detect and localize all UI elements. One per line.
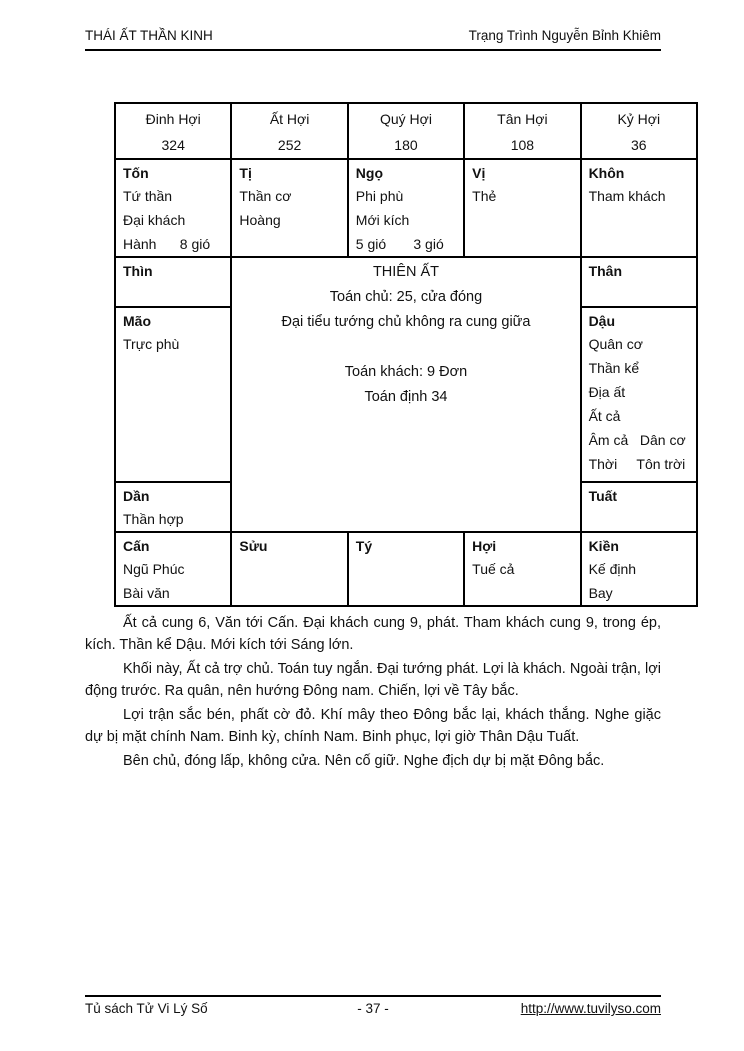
palace-line: Âm cả Dân cơ bbox=[588, 432, 686, 448]
palace-label: Mão bbox=[123, 313, 151, 329]
palace-row-top bbox=[115, 159, 697, 257]
palace-line: Ất cả bbox=[588, 408, 621, 424]
year-value: 108 bbox=[510, 137, 535, 153]
author-name: Trạng Trình Nguyễn Bỉnh Khiêm bbox=[468, 28, 661, 43]
center-title: THIÊN ẤT bbox=[372, 264, 439, 280]
paragraph-3: Lợi trận sắc bén, phất cờ đỏ. Khí mây theo Đông bắc lại, khách thắng. Nghe giặc dự bị mặt chính Nam. Binh kỳ, chính Nam. Binh phục, lợi giờ Thân Dậu Tuất. bbox=[85, 707, 661, 745]
page-header bbox=[85, 0, 661, 51]
palace-line: 5 gió 3 gió bbox=[355, 236, 444, 252]
palace-label: Thân bbox=[588, 263, 623, 279]
cell-ti bbox=[231, 159, 347, 257]
cell-suu bbox=[231, 532, 347, 606]
year-cell-at-hoi bbox=[231, 103, 347, 159]
palace-label: Hợi bbox=[472, 538, 497, 554]
palace-line: Tuế cả bbox=[472, 561, 515, 577]
cell-thin bbox=[115, 257, 231, 307]
cell-dau bbox=[581, 307, 697, 482]
year-name: Kỷ Hợi bbox=[617, 111, 661, 127]
year-value: 180 bbox=[394, 137, 418, 153]
palace-label: Sửu bbox=[239, 538, 268, 554]
toan-dinh-line: Toán định 34 bbox=[364, 389, 448, 405]
center-note-line: Đại tiểu tướng chủ không ra cung giữa bbox=[281, 314, 531, 330]
palace-row-thin-than bbox=[115, 257, 697, 307]
year-value: 36 bbox=[630, 137, 647, 153]
cell-tuat bbox=[581, 482, 697, 532]
palace-line: Tham khách bbox=[588, 188, 666, 204]
page-footer bbox=[85, 995, 661, 1017]
palace-line: Hoàng bbox=[239, 212, 281, 228]
year-cell-tan-hoi bbox=[464, 103, 580, 159]
palace-line: Đại khách bbox=[123, 212, 186, 228]
thai-at-chart bbox=[114, 102, 698, 607]
year-name: Tân Hợi bbox=[497, 111, 548, 127]
book-title: THÁI ẤT THẦN KINH bbox=[85, 28, 213, 43]
cell-kien bbox=[581, 532, 697, 606]
year-value: 252 bbox=[277, 137, 302, 153]
toan-khach-line: Toán khách: 9 Đơn bbox=[344, 364, 468, 380]
palace-line: Mới kích bbox=[355, 212, 410, 228]
cell-can bbox=[115, 532, 231, 606]
palace-label: Ngọ bbox=[355, 165, 383, 181]
palace-line: Thời Tôn trời bbox=[588, 456, 686, 472]
palace-line: Tứ thần bbox=[123, 188, 173, 204]
toan-chu-line: Toán chủ: 25, cửa đóng bbox=[329, 289, 483, 305]
palace-label: Khôn bbox=[588, 165, 625, 181]
year-name: Quý Hợi bbox=[379, 111, 432, 127]
paragraph-4: Bên chủ, đóng lấp, không cửa. Nên cố giữ. Nghe địch dự bị mặt Đông bắc. bbox=[123, 753, 605, 769]
center-spacer bbox=[239, 335, 572, 360]
cell-than bbox=[581, 257, 697, 307]
cell-vi bbox=[464, 159, 580, 257]
commentary-section bbox=[85, 613, 661, 776]
palace-line: Bài văn bbox=[123, 585, 170, 601]
cell-ton bbox=[115, 159, 231, 257]
year-name: Ất Hợi bbox=[269, 111, 310, 127]
page-number: - 37 - bbox=[357, 1001, 389, 1016]
palace-row-bottom bbox=[115, 532, 697, 606]
cell-dan bbox=[115, 482, 231, 532]
palace-label: Tý bbox=[355, 538, 373, 554]
palace-label: Vị bbox=[472, 165, 486, 181]
palace-line: Thần cơ bbox=[239, 188, 292, 204]
palace-line: Quân cơ bbox=[588, 336, 643, 352]
cell-ngo bbox=[348, 159, 464, 257]
palace-line: Ngũ Phúc bbox=[123, 561, 185, 577]
palace-line: Phi phù bbox=[355, 188, 404, 204]
cell-ty bbox=[348, 532, 464, 606]
series-title: Tủ sách Tử Vi Lý Số bbox=[85, 1001, 208, 1016]
center-cell-thien-at bbox=[231, 257, 580, 532]
palace-label: Kiền bbox=[588, 538, 619, 554]
palace-line: Thần kể bbox=[588, 360, 640, 376]
cell-hoi bbox=[464, 532, 580, 606]
palace-line: Bay bbox=[588, 585, 613, 601]
palace-label: Tị bbox=[239, 165, 252, 181]
palace-label: Dần bbox=[123, 488, 150, 504]
year-cell-dinh-hoi bbox=[115, 103, 231, 159]
website-link[interactable]: http://www.tuvilyso.com bbox=[520, 1001, 661, 1016]
palace-line: Thần hợp bbox=[123, 511, 184, 527]
palace-line: Thẻ bbox=[472, 188, 497, 204]
paragraph-2: Khối này, Ất cả trợ chủ. Toán tuy ngắn. Đại tướng phát. Lợi là khách. Ngoài trận, lợi động trước. Ra quân, nên hướng Đông nam. Chiến, lợi về Tây bắc. bbox=[85, 661, 661, 699]
palace-label: Dậu bbox=[588, 313, 616, 329]
palace-line: Địa ất bbox=[588, 384, 626, 400]
palace-line: Hành 8 gió bbox=[123, 236, 211, 252]
cell-mao bbox=[115, 307, 231, 482]
cell-khon bbox=[581, 159, 697, 257]
palace-label: Cấn bbox=[123, 538, 150, 554]
year-cell-ky-hoi bbox=[581, 103, 697, 159]
year-value: 324 bbox=[161, 137, 185, 153]
paragraph-1: Ất cả cung 6, Văn tới Cấn. Đại khách cung 9, phát. Tham khách cung 9, trong ép, kích. Thần kể Dậu. Mới kích tới Sáng lớn. bbox=[85, 615, 661, 653]
year-row bbox=[115, 103, 697, 159]
year-cell-quy-hoi bbox=[348, 103, 464, 159]
palace-label: Tuất bbox=[588, 488, 618, 504]
palace-line: Trực phù bbox=[123, 336, 180, 352]
palace-label: Tốn bbox=[123, 165, 149, 181]
year-name: Đinh Hợi bbox=[145, 111, 201, 127]
palace-line: Kế định bbox=[588, 561, 637, 577]
palace-label: Thìn bbox=[123, 263, 153, 279]
